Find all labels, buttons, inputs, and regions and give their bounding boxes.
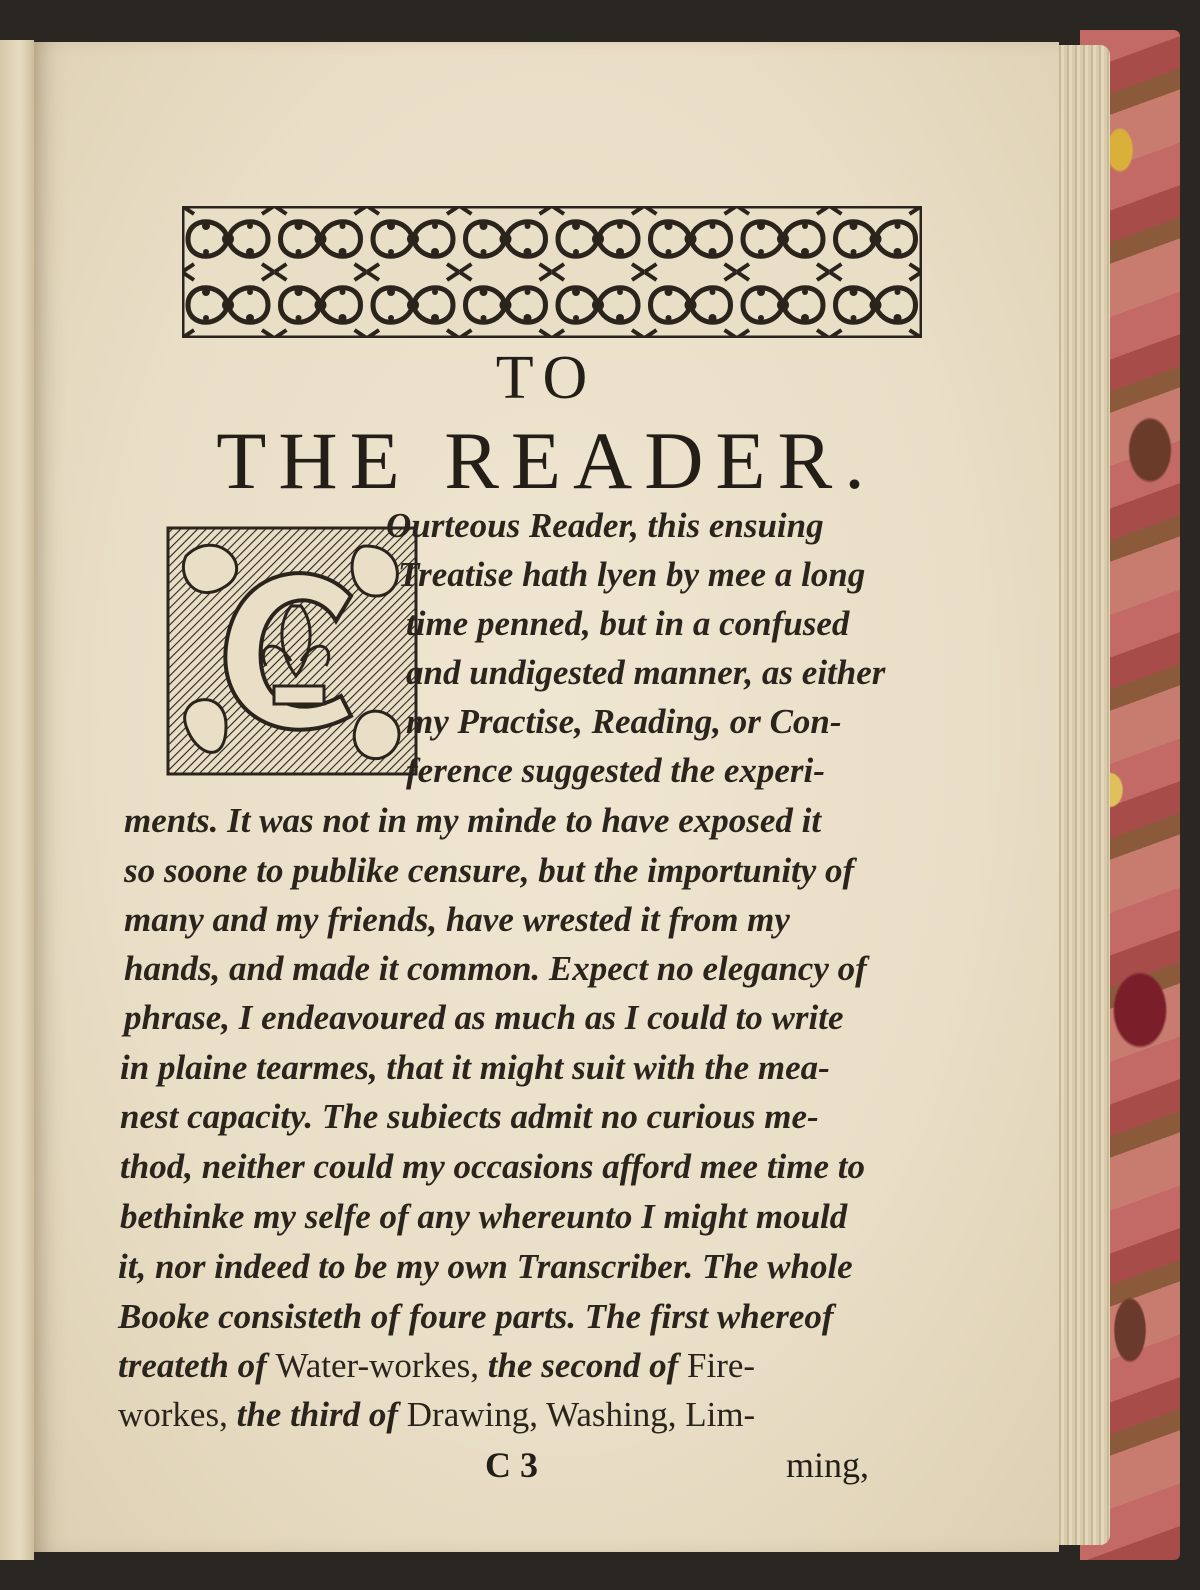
text-line-8: so soone to publike censure, but the importunity of: [124, 851, 855, 890]
text-line-18: [118, 1348, 755, 1383]
book-page: [34, 42, 1059, 1552]
text-line-4: and undigested manner, as either: [406, 653, 886, 692]
text-line-2: Treatise hath lyen by mee a long: [398, 555, 866, 594]
text-line-1: Ourteous Reader, this ensuing: [386, 506, 824, 545]
line-19-roman-a: workes,: [118, 1395, 228, 1434]
heading-the-reader: THE READER.: [216, 415, 877, 506]
text-line-6: ference suggested the experi-: [406, 751, 825, 790]
line-18-roman-b: Fire-: [687, 1346, 756, 1385]
text-line-14: thod, neither could my occasions afford mee time to: [120, 1147, 866, 1186]
text-line-11: phrase, I endeavoured as much as I could to write: [124, 998, 844, 1037]
line-18-italic-b: the second of: [487, 1346, 679, 1385]
text-line-7: ments. It was not in my minde to have exposed it: [124, 801, 822, 840]
text-line-15: bethinke my selfe of any whereunto I might mould: [120, 1197, 848, 1236]
text-line-17: Booke consisteth of foure parts. The first whereof: [118, 1297, 834, 1336]
text-line-10: hands, and made it common. Expect no elegancy of: [124, 949, 867, 988]
line-18-italic-a: treateth of: [118, 1346, 267, 1385]
body-text: [34, 42, 1059, 1552]
text-line-12: in plaine tearmes, that it might suit with the mea-: [120, 1048, 830, 1087]
text-line-5: my Practise, Reading, or Con-: [406, 702, 842, 741]
line-18-roman-a: Water-workes,: [275, 1346, 479, 1385]
line-19-italic-b: the third of: [236, 1395, 399, 1434]
line-19-roman-b: Drawing, Washing, Lim-: [406, 1395, 756, 1434]
catchword: ming,: [786, 1445, 870, 1485]
text-line-16: it, nor indeed to be my own Transcriber. The whole: [118, 1247, 853, 1286]
text-line-9: many and my friends, have wrested it from my: [124, 900, 790, 939]
signature-mark: C 3: [485, 1445, 538, 1485]
text-line-3: time penned, but in a confused: [406, 604, 850, 643]
text-line-13: nest capacity. The subiects admit no curious me-: [120, 1097, 819, 1136]
heading-to: TO: [495, 344, 598, 412]
facing-page-edge: [0, 40, 34, 1560]
text-line-19: [118, 1397, 755, 1432]
